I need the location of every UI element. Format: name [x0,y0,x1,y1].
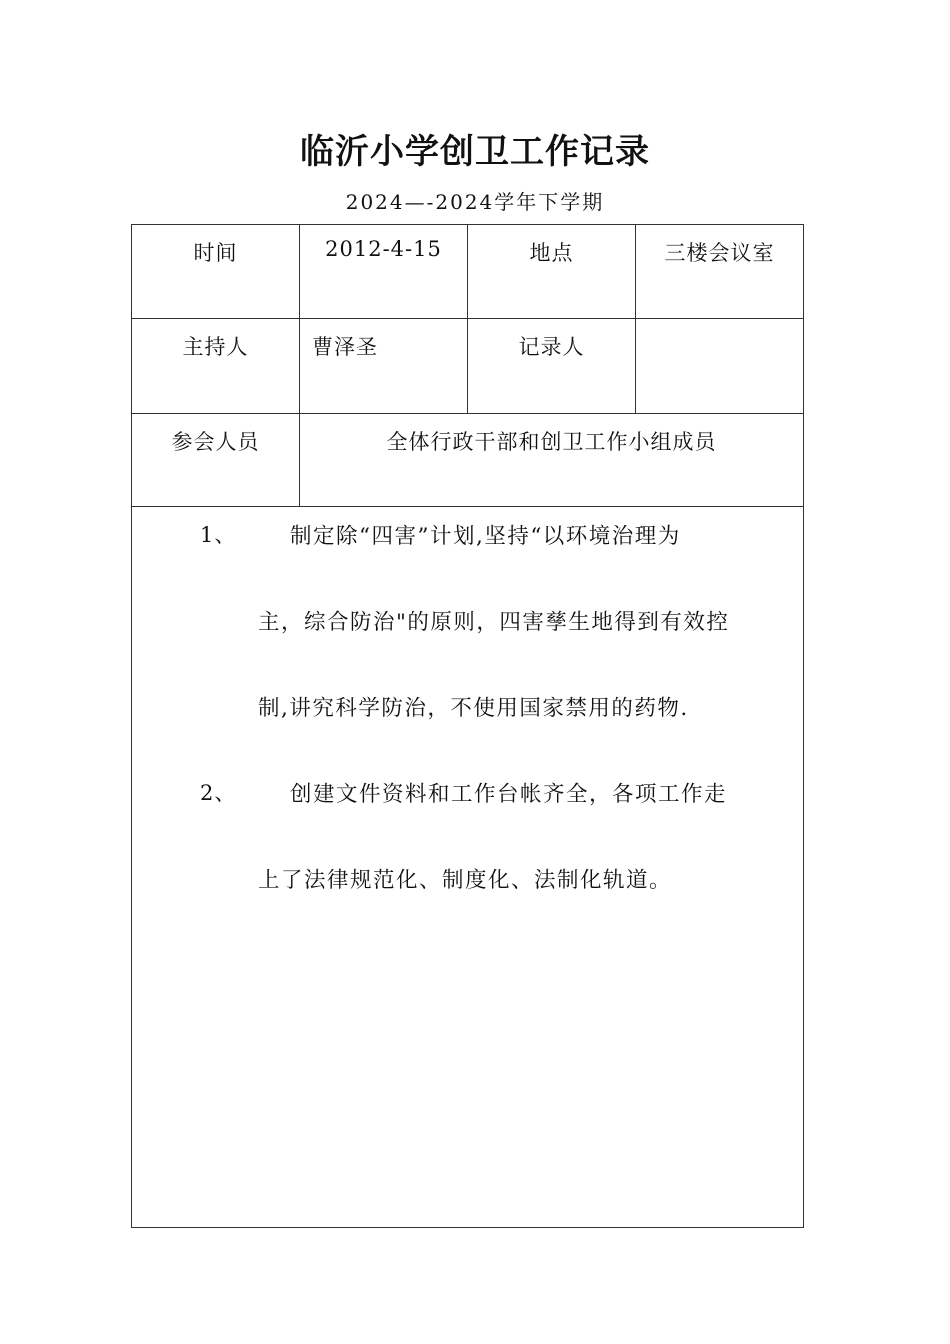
table-row-attendees [132,414,804,507]
item-number: 1、 [200,523,237,547]
place-label: 地点 [468,225,636,319]
meeting-content [132,507,804,1228]
table-row-content [132,507,804,1228]
time-label: 时间 [132,225,300,319]
host-value: 曹泽圣 [300,319,468,414]
record-table [131,224,804,1228]
document-subtitle: 2024—-2024学年下学期 [345,190,605,214]
attendees-label: 参会人员 [132,414,300,507]
item-number: 2、 [200,781,237,805]
recorder-label: 记录人 [468,319,636,414]
item-line: 主，综合防治"的原则，四害孳生地得到有效控 [258,610,730,635]
item-line: 上了法律规范化、制度化、法制化轨道。 [258,868,673,893]
attendees-value: 全体行政干部和创卫工作小组成员 [300,414,804,507]
time-value: 2012-4-15 [300,225,468,319]
table-row-time-place [132,225,804,319]
document-title: 临沂小学创卫工作记录 [300,132,650,172]
place-value: 三楼会议室 [636,225,804,319]
recorder-value [636,319,804,414]
item-line: 制定除“四害”计划,坚持“以环境治理为 [290,524,681,549]
item-line: 制,讲究科学防治，不使用国家禁用的药物. [258,696,689,721]
host-label: 主持人 [132,319,300,414]
table-row-host-recorder [132,319,804,414]
item-line: 创建文件资料和工作台帐齐全，各项工作走 [290,782,728,807]
